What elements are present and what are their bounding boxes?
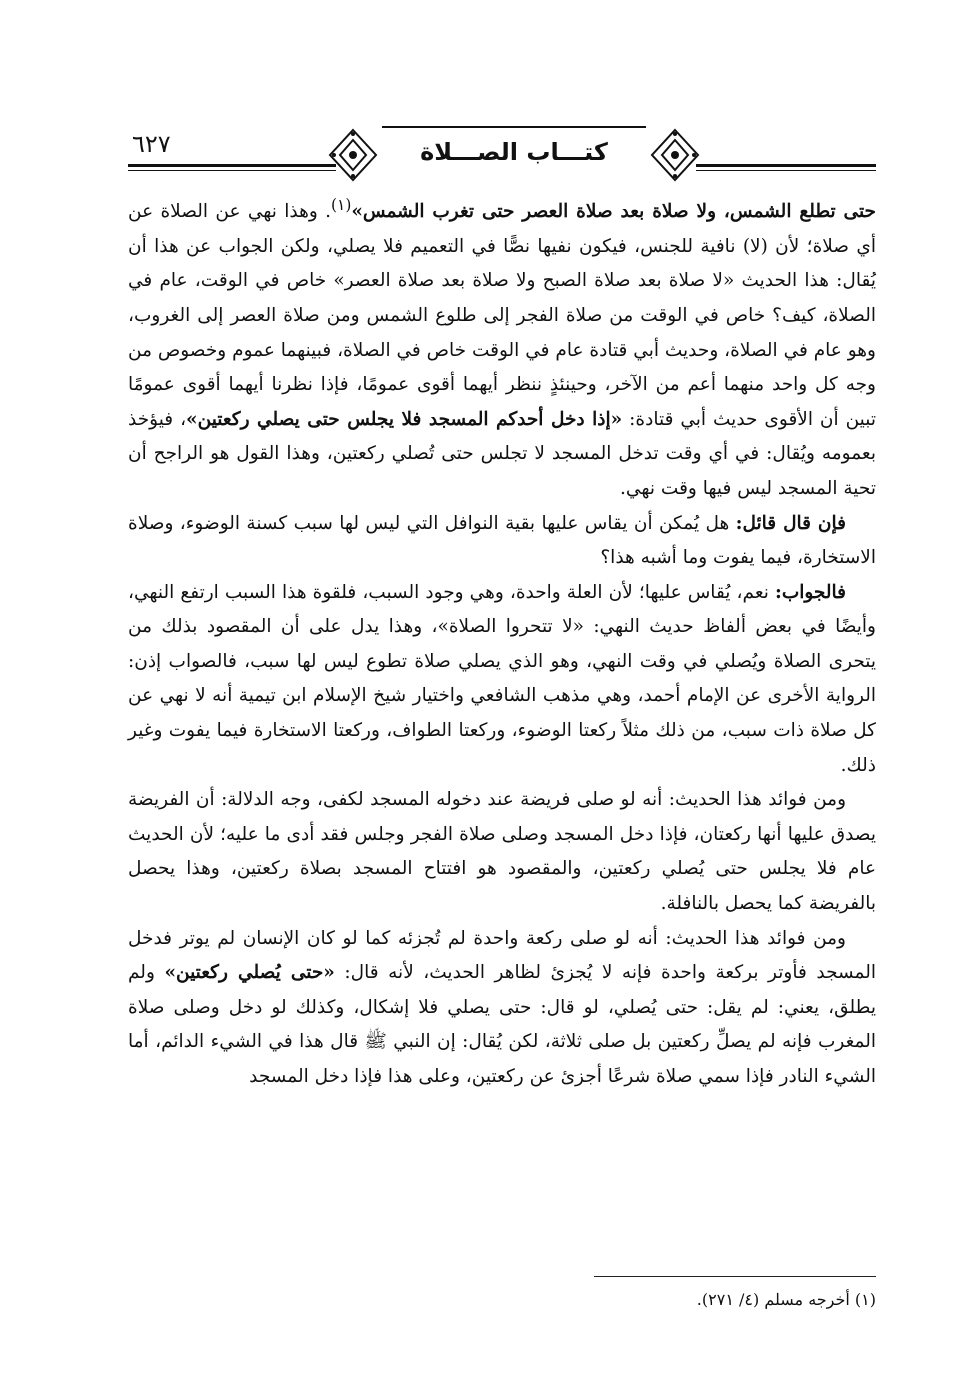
paragraph-text: ، فيؤخذ بعمومه ويُقال: في أي وقت تدخل المسجد لا تجلس حتى تُصلي ركعتين، وهذا القول هو الراجح أن تحية المسجد ليس فيها وقت نهي. bbox=[128, 408, 876, 499]
answer-label: فالجواب: bbox=[774, 581, 846, 603]
header-rule-left bbox=[128, 164, 336, 171]
paragraph-text: ولم يطلق، يعني: لم يقل: حتى يُصلي، لو قال: حتى يصلي فلا إشكال، وكذلك لو دخل وصلى صلاة المغرب فإنه لم يصلِّ ركعتين بل صلى ثلاثة، لكن يُقال: إن النبي ﷺ قال هذا في الشيء الدائم، أما الشيء النادر فإذا سمي صلاة شرعًا أجزئ عن ركعتين، وعلى هذا فإذا دخل المسجد bbox=[128, 962, 876, 1087]
footnote: (١) أخرجه مسلم (٤/ ٢٧١). bbox=[696, 1290, 876, 1309]
paragraph-2 bbox=[128, 507, 876, 576]
footnote-marker: (١) bbox=[331, 196, 352, 214]
bold-hadith-quote: «حتى يُصلي ركعتين» bbox=[164, 962, 335, 984]
bold-hadith-quote: «إذا دخل أحدكم المسجد فلا يجلس حتى يصلي ركعتين» bbox=[186, 408, 623, 430]
ornament-left-icon bbox=[324, 126, 382, 184]
paragraph-text: نعم، يُقاس عليها؛ لأن العلة واحدة، وهي وجود السبب، فلقوة هذا السبب ارتفع النهي، وأيضًا في بعض ألفاظ حديث النهي: «لا تتحروا الصلاة»، وهذا يدل على أن المقصود بذلك من يتحرى الصلاة ويُصلي في وقت النهي، وهو الذي يصلي صلاة تطوع ليس لها سبب، فالصواب إذن: الرواية الأخرى عن الإمام أحمد، وهي مذهب الشافعي واختيار شيخ الإسلام ابن تيمية أنه لا نهي عن كل صلاة ذات سبب، من ذلك مثلاً ركعتا الوضوء، وركعتا الطواف، وركعتا الاستخارة فيما يفوت وغير ذلك. bbox=[128, 581, 876, 776]
paragraph-text: ومن فوائد هذا الحديث: أنه لو صلى ركعة واحدة لم تُجزئه كما لو كان الإنسان لم يوتر فدخل المسجد فأوتر بركعة واحدة فإنه لا يُجزئ لظاهر الحديث، لأنه قال: bbox=[128, 927, 876, 984]
ornament-right-icon bbox=[646, 126, 704, 184]
paragraph-1 bbox=[128, 188, 876, 507]
page-number: ٦٢٧ bbox=[132, 130, 171, 158]
title-top-line bbox=[382, 126, 646, 128]
paragraph-4: ومن فوائد هذا الحديث: أنه لو صلى فريضة عند دخوله المسجد لكفى، وجه الدلالة: أن الفريضة يصدق عليها أنها ركعتان، فإذا دخل المسجد وصلى صلاة الفجر وجلس فقد أدى ما عليه؛ لأن الحديث عام فلا يجلس حتى يُصلي ركعتين، والمقصود هو افتتاح المسجد بصلاة ركعتين، وهذا يحصل بالفريضة كما يحصل بالنافلة. bbox=[128, 789, 876, 915]
bold-hadith-text: حتى تطلع الشمس، ولا صلاة بعد صلاة العصر حتى تغرب الشمس» bbox=[351, 201, 876, 223]
paragraph-text: . وهذا نهي عن الصلاة عن أي صلاة؛ لأن (لا) نافية للجنس، فيكون نفيها نصًّا في التعميم فلا يصلي، ولكن الجواب عن هذا أن يُقال: هذا الحديث «لا صلاة بعد صلاة الصبح ولا صلاة بعد صلاة العصر» خاص في الوقت، عام في الصلاة، كيف؟ خاص في الوقت من صلاة الفجر إلى طلوع الشمس ومن صلاة العصر إلى الغروب، وهو عام في الصلاة، وحديث أبي قتادة عام في الوقت خاص في الصلاة، فبينهما عموم وخصوص من وجه كل واحد منهما أعم من الآخر، وحينئذٍ ننظر أيهما أقوى عمومًا، فإذا نظرنا أيهما أقوى عمومًا تبين أن الأقوى حديث أبي قتادة: bbox=[128, 201, 876, 430]
footnote-divider bbox=[594, 1276, 876, 1277]
page-header bbox=[128, 118, 876, 188]
book-title: كتـــاب الصـــلاة bbox=[420, 138, 608, 166]
header-rule-right bbox=[696, 164, 876, 171]
page-body bbox=[128, 188, 876, 1095]
paragraph-3 bbox=[128, 576, 876, 784]
paragraph-text: هل يُمكن أن يقاس عليها بقية النوافل التي ليس لها سبب كسنة الوضوء، وصلاة الاستخارة، فيما يفوت وما أشبه هذا؟ bbox=[128, 512, 876, 569]
paragraph-5 bbox=[128, 922, 876, 1095]
question-label: فإن قال قائل: bbox=[735, 512, 846, 534]
